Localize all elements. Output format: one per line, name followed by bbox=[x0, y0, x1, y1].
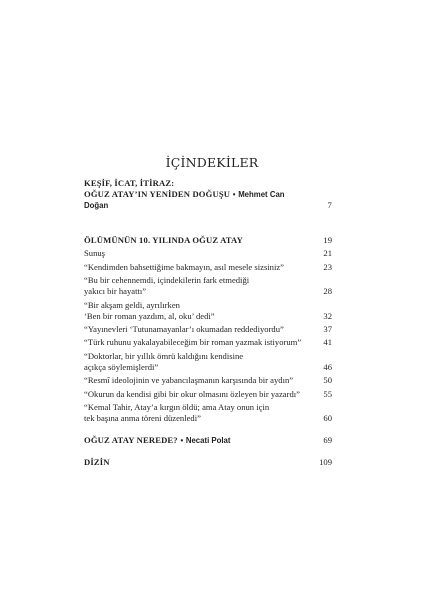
toc-heading: OĞUZ ATAY’IN YENİDEN DOĞUŞU bbox=[84, 189, 231, 199]
toc-page-number: 23 bbox=[323, 261, 332, 272]
toc-entry-text: ‘Ben bir roman yazdım, al, oku’ dedi” bbox=[84, 310, 215, 321]
table-of-contents bbox=[84, 178, 332, 468]
toc-entry[interactable] bbox=[84, 457, 332, 468]
toc-page-number: 28 bbox=[323, 286, 332, 297]
toc-entry-text: “Bu bir cehennemdi, içindekilerin fark etmediği bbox=[84, 275, 250, 286]
toc-entry-text: açıkça söylemişlerdi” bbox=[84, 361, 159, 372]
toc-entry-text: “Resmî ideolojinin ve yabancılaşmanın karşısında bir aydın” bbox=[84, 375, 294, 386]
toc-page-number: 50 bbox=[323, 375, 332, 386]
toc-entry[interactable] bbox=[84, 248, 332, 259]
toc-entry[interactable] bbox=[84, 435, 332, 446]
toc-entry[interactable] bbox=[84, 235, 332, 246]
toc-entry-text: “Türk ruhunu yakalayabileceğim bir roman yazmak istiyorum” bbox=[84, 337, 302, 348]
toc-entry-text: “Okurun da kendisi gibi bir okur olmasını özleyen bir yazardı” bbox=[84, 388, 300, 399]
toc-entry-text: Sunuş bbox=[84, 248, 106, 259]
toc-section-olumunun bbox=[84, 235, 332, 424]
toc-heading: DİZİN bbox=[84, 456, 110, 467]
toc-entry[interactable] bbox=[84, 189, 332, 211]
toc-entry-text: “Kendimden bahsettiğime bakmayın, asıl mesele sizsiniz” bbox=[84, 261, 284, 272]
toc-entry[interactable] bbox=[84, 375, 332, 386]
toc-author: Necati Polat bbox=[185, 435, 231, 445]
toc-page-number: 55 bbox=[323, 388, 332, 399]
toc-entry[interactable] bbox=[84, 389, 332, 400]
toc-page-number: 19 bbox=[323, 235, 332, 245]
toc-page-number: 41 bbox=[323, 337, 332, 348]
toc-author: Mehmet Can Doğan bbox=[84, 190, 285, 210]
toc-entry[interactable] bbox=[84, 351, 332, 373]
toc-entry[interactable] bbox=[84, 300, 332, 322]
toc-section-kesif bbox=[84, 178, 332, 211]
toc-section-dizin bbox=[84, 457, 332, 468]
toc-entry-text: “Yayınevleri ‘Tutunamayanlar’ı okumadan reddediyordu” bbox=[84, 323, 284, 334]
toc-entry[interactable] bbox=[84, 324, 332, 335]
toc-page-number: 21 bbox=[323, 248, 332, 259]
toc-section-nerede bbox=[84, 435, 332, 446]
toc-page-number: 32 bbox=[323, 310, 332, 321]
page-title: İÇİNDEKİLER bbox=[165, 155, 259, 170]
toc-entry[interactable] bbox=[84, 337, 332, 348]
toc-page-number: 69 bbox=[323, 434, 332, 445]
toc-page-number: 37 bbox=[323, 323, 332, 334]
toc-heading: OĞUZ ATAY NEREDE? bbox=[84, 434, 178, 445]
bullet-separator: • bbox=[180, 435, 184, 445]
toc-entry[interactable] bbox=[84, 262, 332, 273]
toc-heading: ÖLÜMÜNÜN 10. YILINDA OĞUZ ATAY bbox=[84, 235, 243, 245]
toc-entry-text: “Bir akşam geldi, ayrılırken bbox=[84, 299, 180, 310]
toc-page-number: 7 bbox=[327, 200, 332, 210]
toc-entry-text: “Kemal Tahir, Atay’a kırgın öldü; ama Atay onun için bbox=[84, 401, 270, 412]
toc-heading-line: KEŞİF, İCAT, İTİRAZ: bbox=[84, 178, 175, 188]
toc-entry[interactable] bbox=[84, 402, 332, 424]
toc-page-number: 60 bbox=[323, 412, 332, 423]
toc-entry[interactable] bbox=[84, 275, 332, 297]
toc-entry-text: yakıcı bir hayattı” bbox=[84, 286, 147, 297]
toc-entry-list bbox=[84, 248, 332, 424]
bullet-separator: • bbox=[232, 190, 236, 199]
toc-page-number: 109 bbox=[319, 456, 332, 467]
toc-page-number: 46 bbox=[323, 361, 332, 372]
toc-entry-text: tek başına anma töreni düzenledi” bbox=[84, 412, 201, 423]
toc-entry-text: “Doktorlar, bir yıllık ömrü kaldığını kendisine bbox=[84, 350, 244, 361]
